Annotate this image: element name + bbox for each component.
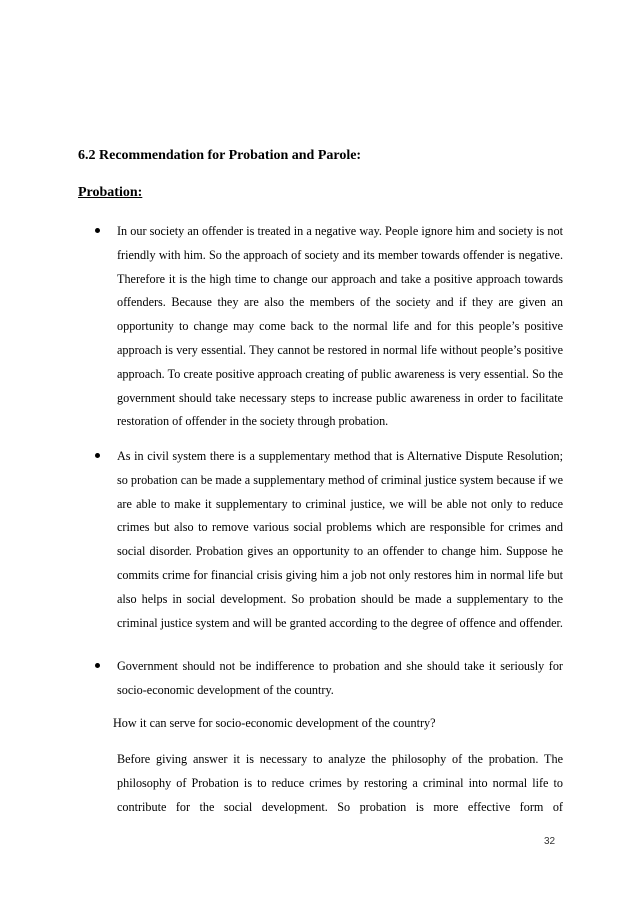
list-item (95, 220, 563, 434)
bullet-text: In our society an offender is treated in a negative way. People ignore him and society is not friendly with him. So the approach of society and its member towards offender is negative. Therefore it is the high time to change our approach and take a positive approach towards offenders. Because they are also the members of the society and if they are given an opportunity to change may come back to the normal life and for this people’s positive approach is very essential. They cannot be restored in normal life without people’s positive approach. To create positive approach creating of public awareness is very essential. So the government should take necessary steps to increase public awareness in order to facilitate restoration of offender in the society through probation. (117, 224, 563, 429)
body-paragraph: Before giving answer it is necessary to analyze the philosophy of the probation. The philosophy of Probation is to reduce crimes by restoring a criminal into normal life to contribute for the social development. So probation is more effective form of (117, 752, 563, 814)
bullet-icon (95, 228, 100, 233)
list-item (95, 445, 563, 635)
subsection-heading: Probation: (78, 185, 143, 200)
bullet-icon (95, 663, 100, 668)
bullet-text: Government should not be indifference to probation and she should take it seriously for socio-economic development of the country. (117, 659, 563, 697)
section-heading: 6.2 Recommendation for Probation and Parole: (78, 148, 362, 163)
bullet-text: As in civil system there is a supplementary method that is Alternative Dispute Resolution; so probation can be made a supplementary method of criminal justice system because if we are able to make it supplementary to criminal justice, we will be able not only to reduce crimes but also to remove various social problems which are responsible for crimes and social disorder. Probation gives an opportunity to an offender to change him. Suppose he commits crime for financial crisis giving him a job not only restores him in normal life but also helps in social development. So probation should be made a supplementary to the criminal justice system and will be granted according to the degree of offence and offender. (117, 449, 563, 630)
question-line: How it can serve for socio-economic development of the country? (113, 716, 436, 730)
bullet-icon (95, 453, 100, 458)
page-number: 32 (544, 836, 556, 847)
list-item (95, 655, 563, 703)
